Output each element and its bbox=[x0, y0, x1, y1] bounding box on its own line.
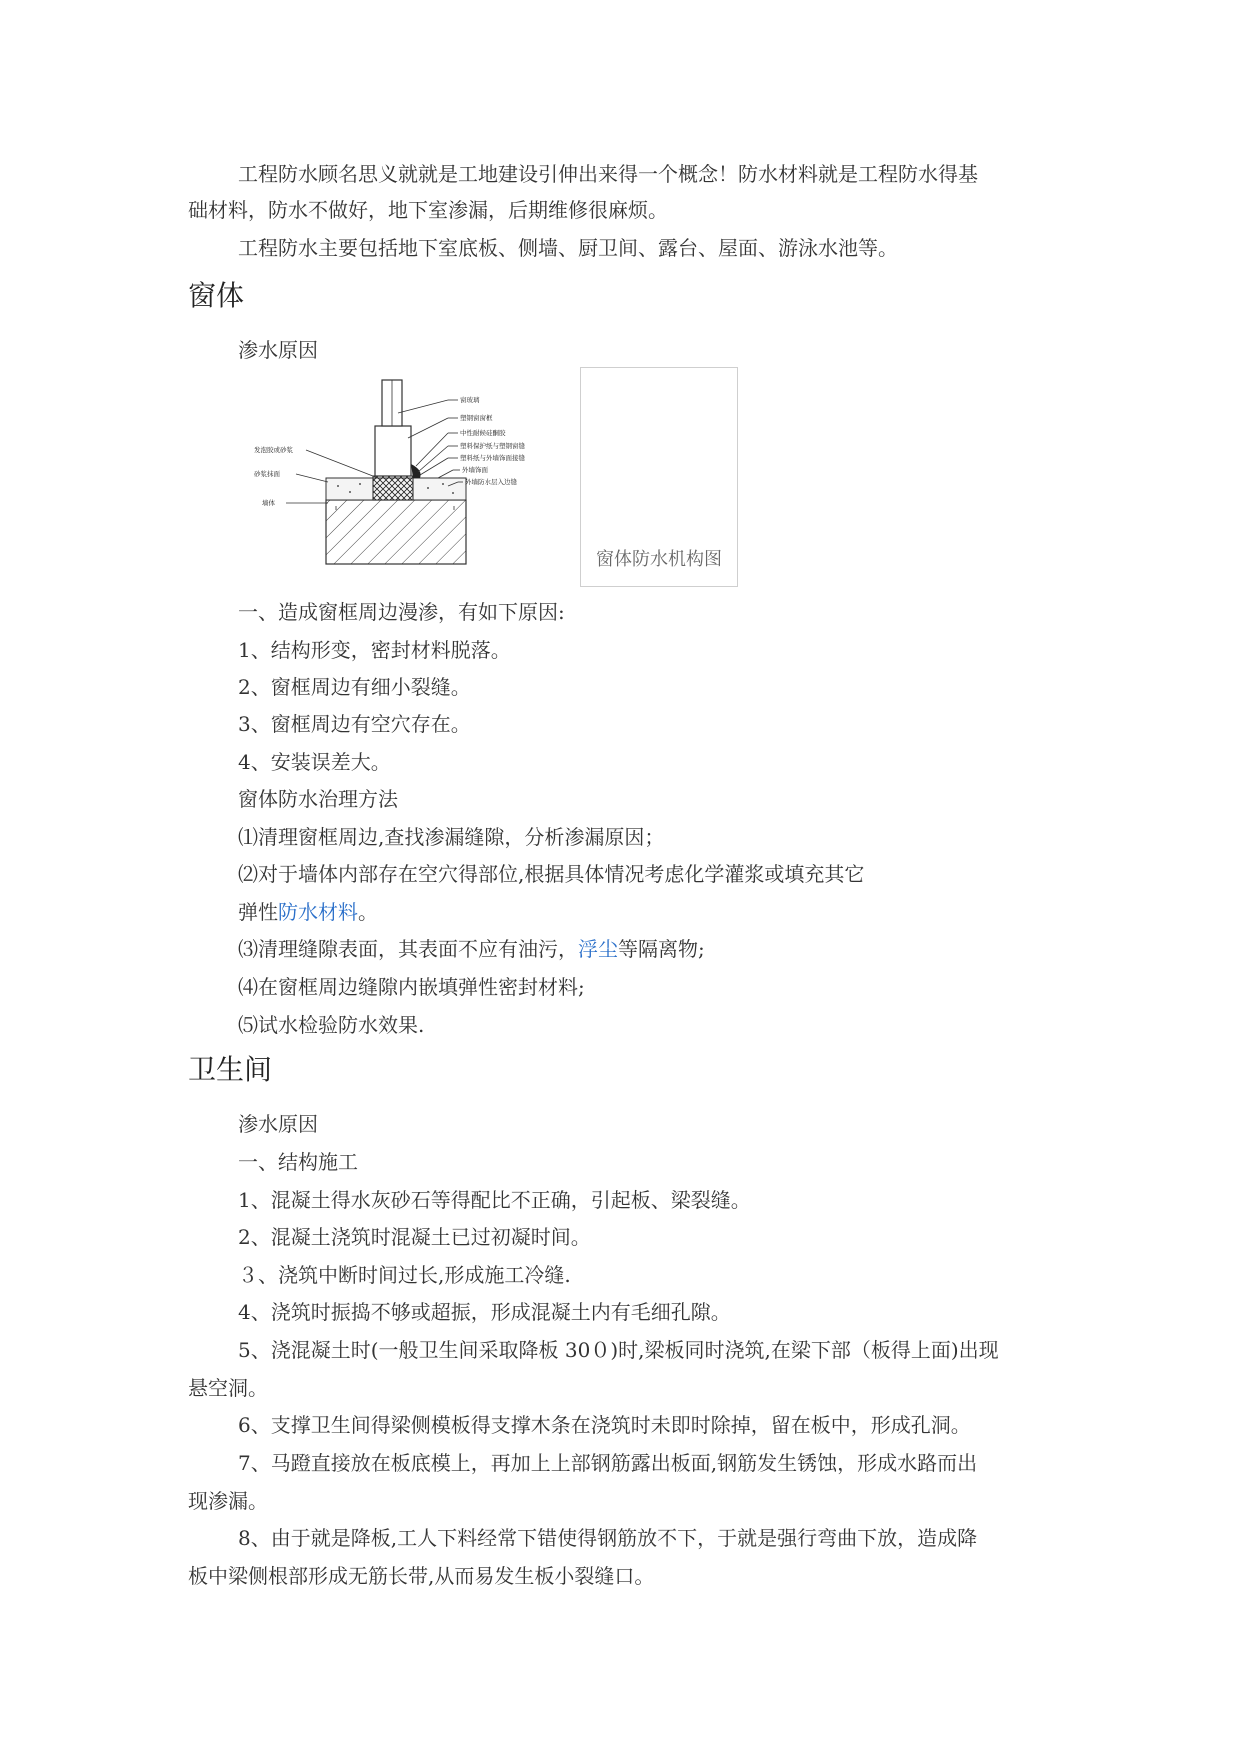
bathroom-item-5-line-2: 悬空洞。 bbox=[188, 1376, 268, 1400]
window-cause-3: 3、窗框周边有空穴存在。 bbox=[238, 712, 471, 736]
window-cause-1: 1、结构形变，密封材料脱落。 bbox=[238, 638, 511, 662]
section-heading-bathroom: 卫生间 bbox=[188, 1053, 273, 1086]
label-foam: 发泡胶或砂浆 bbox=[254, 446, 293, 454]
method-3-prefix: ⑶清理缝隙表面，其表面不应有油污， bbox=[238, 937, 578, 961]
link-floating-dust[interactable]: 浮尘 bbox=[578, 937, 618, 961]
bathroom-item-4: 4、浇筑时振捣不够或超振，形成混凝土内有毛细孔隙。 bbox=[238, 1300, 731, 1324]
label-waterproof-layer: 外墙防水层入边缝 bbox=[465, 478, 517, 486]
label-plaster: 砂浆抹面 bbox=[254, 470, 280, 478]
method-2-suffix: 。 bbox=[358, 900, 378, 924]
bathroom-item-1: 1、混凝土得水灰砂石等得配比不正确，引起板、梁裂缝。 bbox=[238, 1188, 751, 1212]
bathroom-item-5-line-1: 5、浇混凝土时(一般卫生间采取降板 30０)时,梁板同时浇筑,在梁下部（板得上面)出现 bbox=[238, 1338, 999, 1362]
label-wall-finish: 外墙饰面 bbox=[462, 466, 488, 474]
section-heading-window: 窗体 bbox=[188, 279, 245, 312]
bathroom-subheading: 渗水原因 bbox=[238, 1112, 318, 1136]
window-method-1: ⑴清理窗框周边,查找渗漏缝隙，分析渗漏原因； bbox=[238, 825, 665, 849]
method-3-suffix: 等隔离物; bbox=[618, 937, 705, 961]
bathroom-item-8-line-2: 板中梁侧根部形成无筋长带,从而易发生板小裂缝口。 bbox=[188, 1564, 655, 1588]
window-method-4: ⑷在窗框周边缝隙内嵌填弹性密封材料; bbox=[238, 975, 585, 999]
window-method-3 bbox=[238, 935, 705, 963]
bathroom-item-7-line-1: 7、马蹬直接放在板底模上，再加上上部钢筋露出板面,钢筋发生锈蚀，形成水路而出 bbox=[238, 1451, 978, 1475]
label-frame: 塑钢窗窗框 bbox=[460, 414, 493, 422]
bathroom-item-2: 2、混凝土浇筑时混凝土已过初凝时间。 bbox=[238, 1225, 591, 1249]
intro-paragraph-2: 工程防水主要包括地下室底板、侧墙、厨卫间、露台、屋面、游泳水池等。 bbox=[238, 236, 898, 260]
label-paper-joint: 塑料纸与外墙饰面接缝 bbox=[460, 454, 525, 462]
method-2-prefix: 弹性 bbox=[238, 900, 278, 924]
label-protect-paper: 塑料保护纸与塑钢窗缝 bbox=[460, 442, 525, 450]
link-waterproof-material[interactable]: 防水材料 bbox=[278, 900, 358, 924]
window-cause-2: 2、窗框周边有细小裂缝。 bbox=[238, 675, 471, 699]
figure-caption: 窗体防水机构图 bbox=[596, 549, 722, 570]
window-cause-title: 一、造成窗框周边漫渗，有如下原因: bbox=[238, 600, 565, 624]
bathroom-item-3: ３、浇筑中断时间过长,形成施工冷缝. bbox=[238, 1263, 571, 1287]
window-method-title: 窗体防水治理方法 bbox=[238, 787, 398, 811]
bathroom-item-6: 6、支撑卫生间得梁侧模板得支撑木条在浇筑时未即时除掉，留在板中，形成孔洞。 bbox=[238, 1413, 971, 1437]
window-subheading: 渗水原因 bbox=[238, 338, 318, 362]
window-method-5: ⑸试水检验防水效果. bbox=[238, 1013, 425, 1037]
window-waterproof-diagram bbox=[248, 378, 578, 578]
bathroom-item-7-line-2: 现渗漏。 bbox=[188, 1489, 268, 1513]
wall-body-shape bbox=[326, 500, 466, 564]
window-method-2-line-1: ⑵对于墙体内部存在空穴得部位,根据具体情况考虑化学灌浆或填充其它 bbox=[238, 862, 865, 886]
bathroom-cause-title: 一、结构施工 bbox=[238, 1150, 358, 1174]
bathroom-item-8-line-1: 8、由于就是降板,工人下料经常下错使得钢筋放不下，于就是强行弯曲下放，造成降 bbox=[238, 1526, 978, 1550]
label-wall: 墙体 bbox=[262, 499, 275, 507]
label-glass: 窗玻璃 bbox=[460, 396, 480, 404]
figure-caption-box bbox=[580, 367, 738, 587]
window-method-2-line-2 bbox=[238, 898, 378, 926]
intro-paragraph-1-line-2: 础材料，防水不做好，地下室渗漏，后期维修很麻烦。 bbox=[188, 198, 668, 222]
label-sealant: 中性耐候硅酮胶 bbox=[460, 429, 506, 437]
intro-paragraph-1-line-1: 工程防水顾名思义就就是工地建设引伸出来得一个概念！防水材料就是工程防水得基 bbox=[238, 162, 978, 186]
window-cause-4: 4、安装误差大。 bbox=[238, 750, 391, 774]
